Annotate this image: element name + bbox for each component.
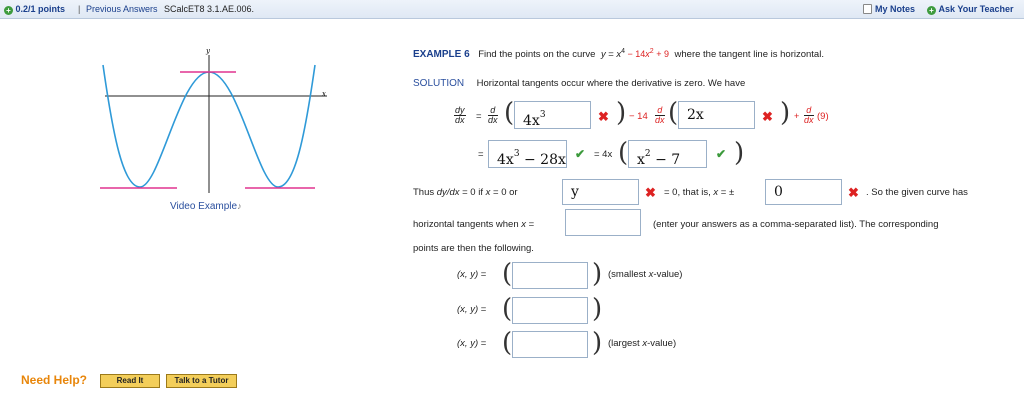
read-it-button[interactable]: Read It <box>100 374 160 388</box>
correct-icon: ✔ <box>716 147 727 161</box>
solution-label: SOLUTION <box>413 78 465 89</box>
need-help-label: Need Help? <box>21 373 88 387</box>
point-2-input[interactable] <box>512 297 588 324</box>
plus-icon: + <box>927 6 936 15</box>
factored-box[interactable]: $x^2 - 7$ <box>628 140 707 168</box>
smallest-label: (smallest x-value) <box>608 269 683 280</box>
talk-to-tutor-button[interactable]: Talk to a Tutor <box>166 374 237 388</box>
wrong-icon: ✖ <box>645 185 656 200</box>
largest-label: (largest x-value) <box>608 338 677 349</box>
curve-graph <box>95 45 335 195</box>
point-3-label: (x, y) = <box>457 338 487 349</box>
factor-answer-box[interactable]: y <box>562 179 639 205</box>
top-bar <box>0 0 1024 19</box>
points-section <box>4 4 65 15</box>
problem-id: SCalcET8 3.1.AE.006. <box>164 4 255 14</box>
expand-plus-icon[interactable]: + <box>4 6 13 15</box>
correct-icon: ✔ <box>575 147 586 161</box>
point-1-input[interactable] <box>512 262 588 289</box>
horizontal-x-input[interactable] <box>565 209 641 236</box>
d-dx-fraction-2: $\frac{d}{dx}$ <box>655 105 665 125</box>
video-example-link[interactable]: Video Example♪ <box>170 201 242 212</box>
thus-text: Thus dy/dx = 0 if x = 0 or <box>413 187 518 198</box>
previous-answers-link[interactable]: Previous Answers <box>86 4 158 14</box>
divider: | <box>78 4 81 14</box>
simplified-derivative-box[interactable]: $4x^3 - 28x$ <box>488 140 567 168</box>
point-2-label: (x, y) = <box>457 304 487 315</box>
d-dx-fraction: $\frac{d}{dx}$ <box>488 105 498 125</box>
x-value-box[interactable]: 0 <box>765 179 842 205</box>
y-axis-label: y <box>206 47 210 55</box>
point-1-label: (x, y) = <box>457 269 487 280</box>
example-statement: EXAMPLE 6 Find the points on the curve $y = x^4 - 14x^2 + 9$ where the tangent line is horizontal. <box>413 48 824 60</box>
wrong-icon: ✖ <box>848 185 859 200</box>
notes-icon <box>863 4 872 14</box>
example-title: EXAMPLE 6 <box>413 49 470 60</box>
dy-dx-fraction: $\frac{dy}{dx}$ <box>455 105 465 125</box>
derivative-answer-box-2[interactable]: 2x <box>678 101 755 129</box>
points-label: 0.2/1 points <box>15 4 66 14</box>
speaker-icon: ♪ <box>237 201 242 211</box>
point-3-input[interactable] <box>512 331 588 358</box>
my-notes-button[interactable]: My Notes <box>863 4 915 15</box>
points-text: points are then the following. <box>413 243 534 254</box>
solution-line: SOLUTION Horizontal tangents occur where the derivative is zero. We have <box>413 78 746 89</box>
derivative-answer-box-1[interactable]: $4x^3$ <box>514 101 591 129</box>
horizontal-tangents-text: horizontal tangents when x = <box>413 219 535 230</box>
wrong-icon: ✖ <box>762 109 773 124</box>
wrong-icon: ✖ <box>598 109 609 124</box>
thus-middle-text: = 0, that is, x = ± <box>664 187 735 198</box>
d-dx-fraction-3: $\frac{d}{dx}$ <box>804 105 814 125</box>
thus-end-text: . So the given curve has <box>866 187 968 198</box>
horizontal-tangents-after: (enter your answers as a comma-separated list). The corresponding <box>653 219 939 230</box>
x-axis-label: x <box>322 90 326 98</box>
ask-teacher-button[interactable]: + Ask Your Teacher <box>927 4 1014 15</box>
